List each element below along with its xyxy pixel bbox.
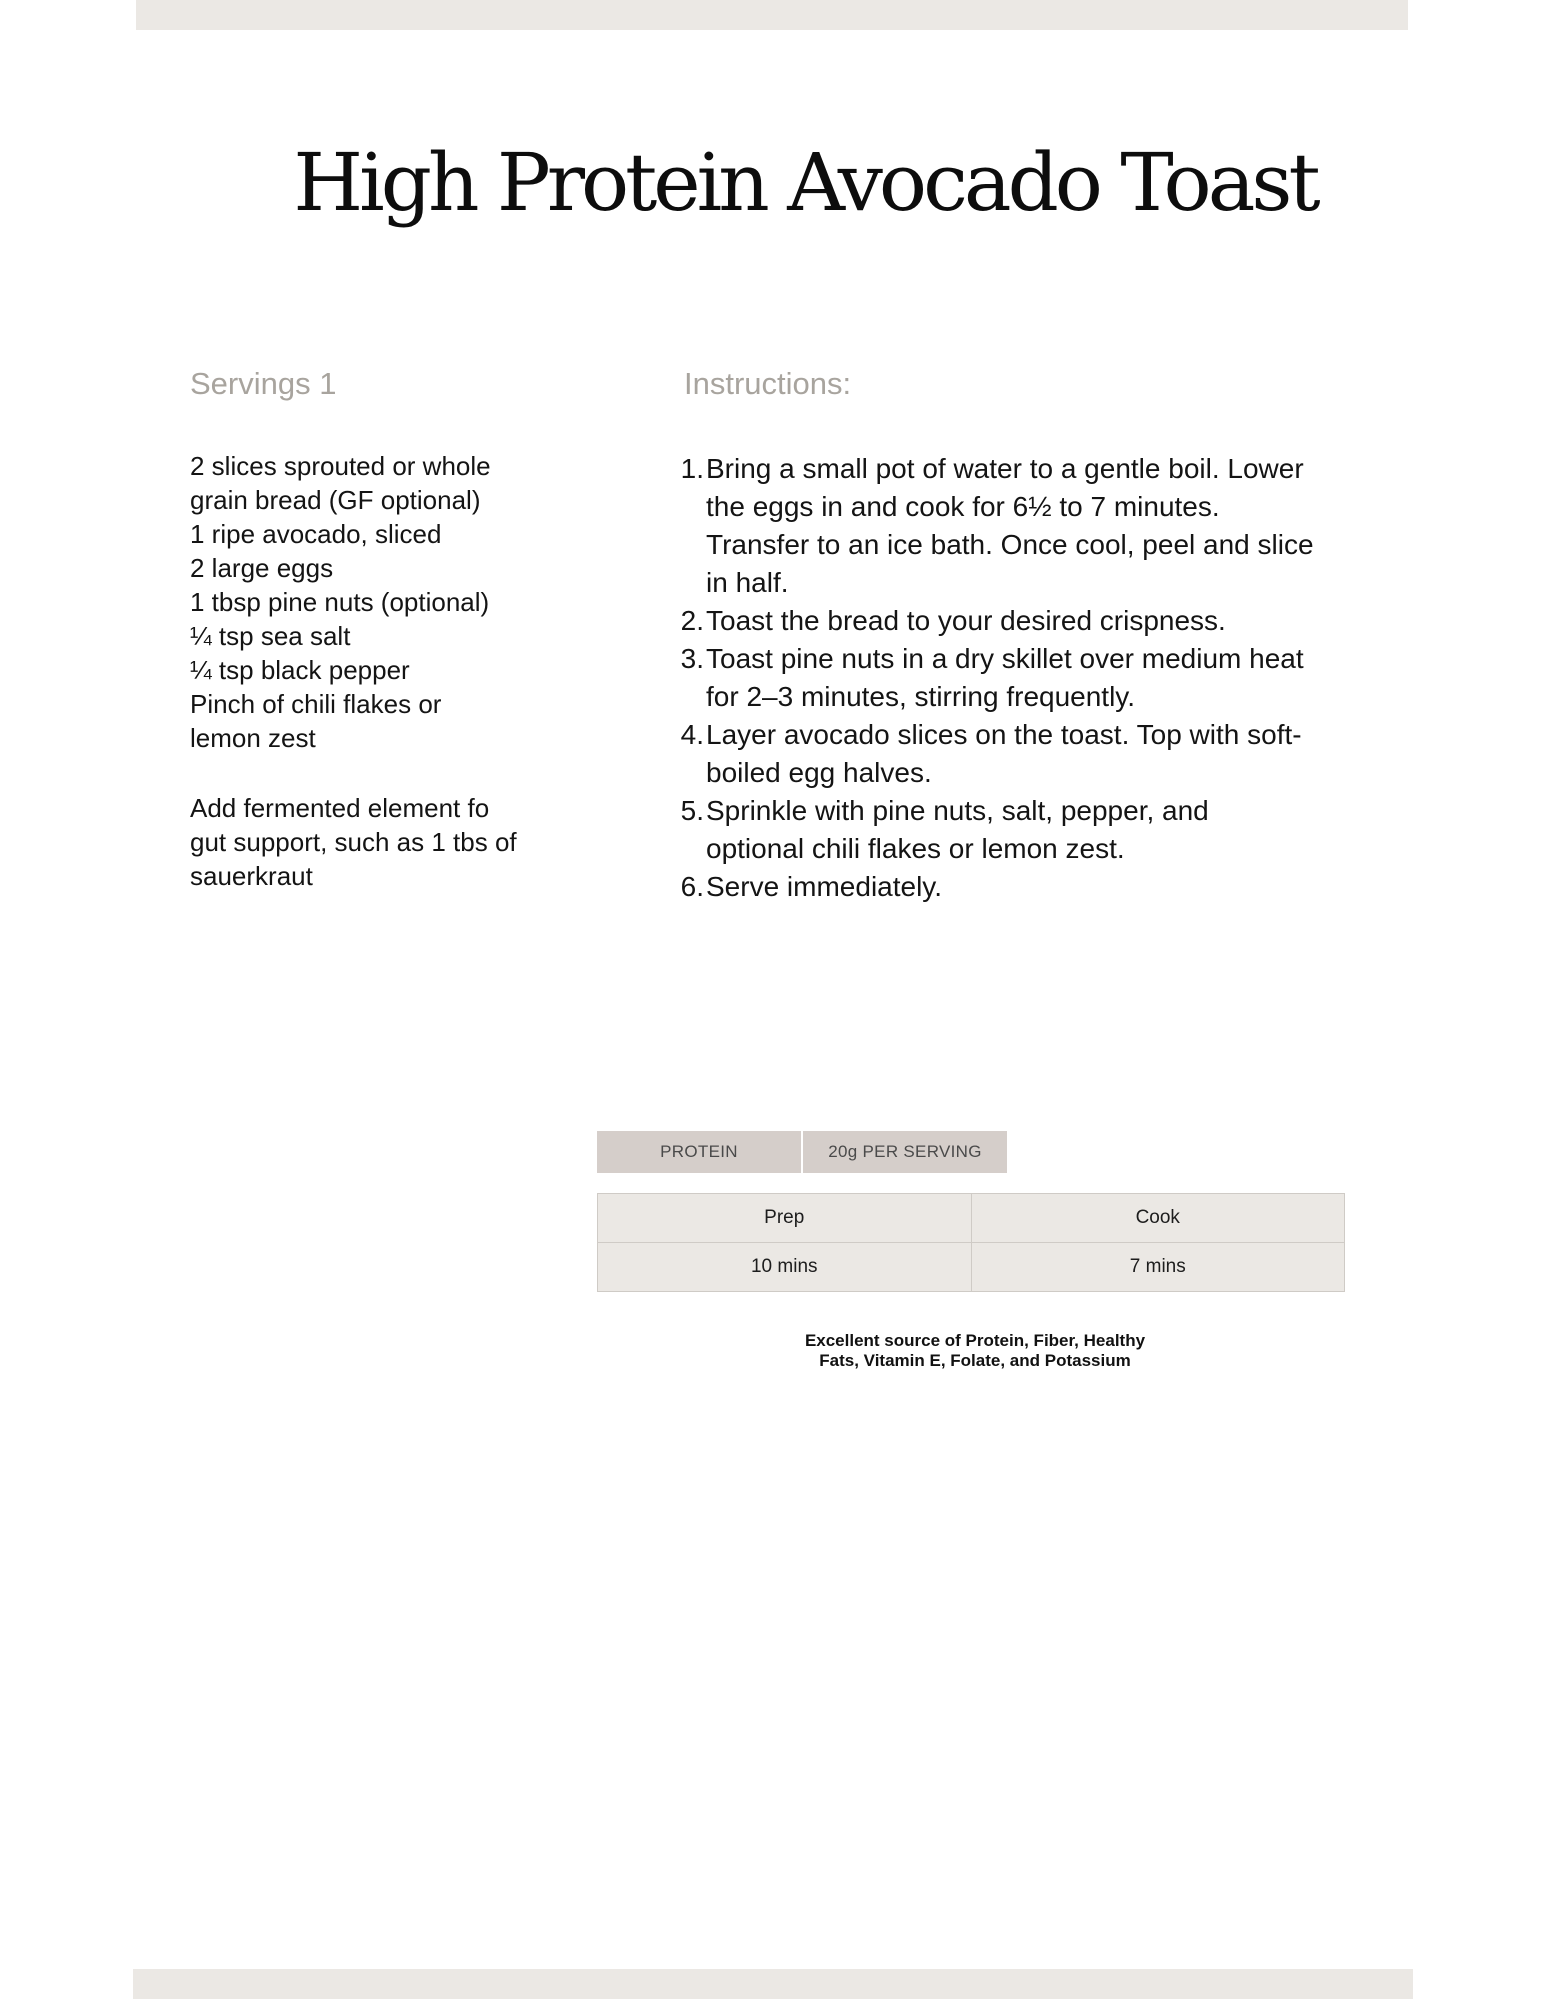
step-line: Layer avocado slices on the toast. Top with soft- [706, 719, 1302, 750]
step-number: 3. [680, 643, 704, 674]
nutrition-benefits [740, 1331, 1210, 1371]
step-number: 1. [680, 453, 704, 484]
ingredient-line: 2 slices sprouted or whole [190, 451, 491, 481]
ingredient-line: 1 ripe avocado, sliced [190, 519, 442, 549]
benefits-line: Excellent source of Protein, Fiber, Healthy [804, 1331, 1146, 1350]
cook-value: 7 mins [971, 1243, 1345, 1292]
instruction-step [680, 868, 1400, 906]
time-value-row [598, 1243, 1345, 1292]
instructions-heading: Instructions: [684, 366, 852, 401]
step-number: 4. [680, 719, 704, 750]
fermented-note [190, 791, 570, 893]
prep-label: Prep [598, 1194, 972, 1243]
step-line: Sprinkle with pine nuts, salt, pepper, and [706, 795, 1209, 826]
ingredient-line: grain bread (GF optional) [190, 485, 481, 515]
protein-value: 20g PER SERVING [803, 1131, 1007, 1173]
step-number: 2. [680, 605, 704, 636]
instruction-step [680, 792, 1400, 868]
instruction-step [680, 602, 1400, 640]
top-band [136, 0, 1408, 30]
recipe-title: High Protein Avocado Toast [293, 136, 1317, 229]
cook-label: Cook [971, 1194, 1345, 1243]
ingredient-line: ¼ tsp sea salt [190, 621, 351, 651]
step-line: the eggs in and cook for 6½ to 7 minutes. [706, 491, 1220, 522]
note-line: sauerkraut [190, 861, 313, 891]
step-line: in half. [706, 567, 789, 598]
note-line: gut support, such as 1 tbs of [190, 827, 517, 857]
ingredient-line: 2 large eggs [190, 553, 334, 583]
step-line: Toast pine nuts in a dry skillet over medium heat [706, 643, 1304, 674]
bottom-band [133, 1969, 1413, 1999]
step-line: boiled egg halves. [706, 757, 932, 788]
step-number: 5. [680, 795, 704, 826]
protein-label: PROTEIN [597, 1131, 801, 1173]
step-line: Transfer to an ice bath. Once cool, peel and slice [706, 529, 1314, 560]
protein-badge [597, 1131, 1007, 1173]
step-line: Bring a small pot of water to a gentle boil. Lower [706, 453, 1304, 484]
step-line: optional chili flakes or lemon zest. [706, 833, 1125, 864]
step-line: for 2–3 minutes, stirring frequently. [706, 681, 1136, 712]
ingredients-list [190, 449, 570, 755]
step-line: Serve immediately. [706, 871, 943, 902]
ingredient-line: 1 tbsp pine nuts (optional) [190, 587, 490, 617]
ingredient-line: ¼ tsp black pepper [190, 655, 410, 685]
ingredient-line: Pinch of chili flakes or [190, 689, 442, 719]
time-table [597, 1193, 1345, 1292]
instruction-step [680, 450, 1400, 602]
time-header-row [598, 1194, 1345, 1243]
step-line: Toast the bread to your desired crispness. [706, 605, 1226, 636]
note-line: Add fermented element fo [190, 793, 490, 823]
benefits-line: Fats, Vitamin E, Folate, and Potassium [819, 1351, 1131, 1370]
servings-label: Servings 1 [190, 366, 337, 401]
ingredient-line: lemon zest [190, 723, 316, 753]
prep-value: 10 mins [598, 1243, 972, 1292]
step-number: 6. [680, 871, 704, 902]
instruction-step [680, 716, 1400, 792]
instruction-step [680, 640, 1400, 716]
instructions-list [680, 450, 1400, 906]
